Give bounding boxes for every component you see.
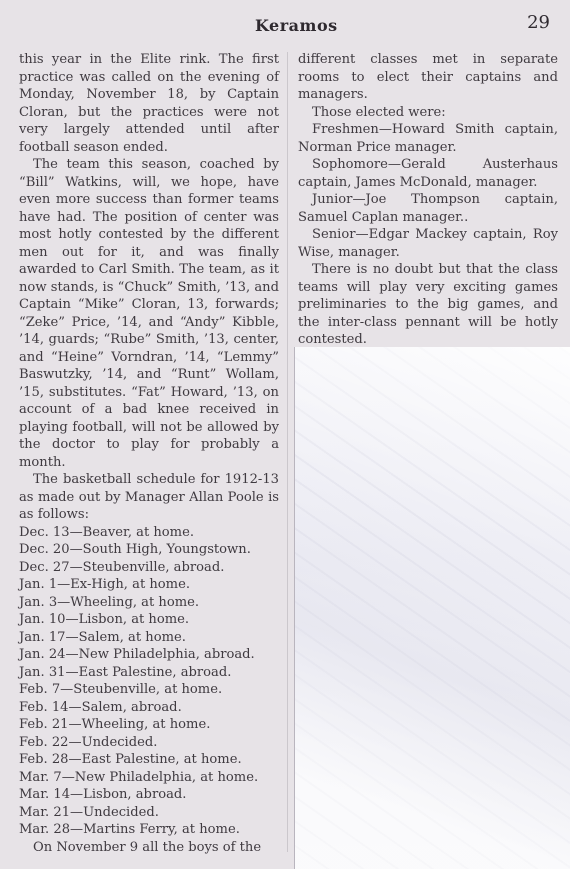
schedule-date: Jan. 3 — [19, 594, 58, 610]
schedule-date: Feb. 28 — [19, 752, 69, 767]
schedule-game: —South High, Youngstown. — [69, 542, 251, 557]
schedule-game: —Ex-High, at home. — [57, 577, 191, 592]
schedule-list — [19, 524, 279, 839]
schedule-item — [19, 751, 279, 769]
page-header — [0, 12, 570, 42]
blank-paper-patch — [294, 347, 570, 869]
schedule-date: Mar. 28 — [19, 822, 71, 837]
schedule-item — [19, 804, 279, 822]
schedule-item — [19, 629, 279, 647]
schedule-date: Dec. 13 — [19, 524, 70, 540]
schedule-game: —Beaver, at home. — [69, 524, 195, 540]
schedule-game: —New Philadelphia, abroad. — [65, 647, 255, 662]
schedule-date: Dec. 20 — [19, 542, 70, 557]
schedule-item — [19, 821, 279, 839]
schedule-date: Mar. 14 — [19, 787, 71, 802]
schedule-item — [19, 524, 279, 542]
paragraph-elected-intro: Those elected were: — [312, 104, 446, 120]
schedule-date: Jan. 17 — [19, 629, 66, 645]
paragraph-class-teams: There is no doubt but that the class teams will play very exciting games preliminaries to the big games, and the inter-class pennant will be hotly contested. — [298, 262, 558, 347]
schedule-game: —Wheeling, at home. — [68, 717, 211, 732]
schedule-date: Feb. 22 — [19, 734, 69, 750]
schedule-date: Jan. 10 — [19, 612, 66, 627]
schedule-game: —East Palestine, at home. — [68, 752, 242, 767]
schedule-game: —Lisbon, at home. — [65, 612, 190, 627]
senior-officers: Senior—Edgar Mackey captain, Roy Wise, manager. — [298, 227, 558, 260]
schedule-item — [19, 716, 279, 734]
schedule-item — [19, 559, 279, 577]
paragraph-schedule-intro: The basketball schedule for 1912-13 as made out by Manager Allan Poole is as follows: — [19, 472, 279, 522]
schedule-game: —Lisbon, abroad. — [70, 787, 187, 802]
schedule-item — [19, 734, 279, 752]
paragraph-team: The team this season, coached by “Bill” Watkins, will, we hope, have even more success than former teams have had. The position of center was most hotly contested by the different men out for it, and was finally awarded to Carl Smith. The team, as it now stands, is “Chuck” Smith, ’13, and Captain “Mike” Cloran, 13, forwards; “Zeke” Price, ’14, and “Andy” Kibble, ’14, guards; “Rube” Smith, ’13, center, and “Heine” Vorndran, ’14, “Lemmy” Baswutzky, ’14, and “Runt” Wollam, ’15, substitutes. “Fat” Howard, ’13, on account of a bad knee received in playing football, will not be allowed by the doctor to play for probably a month. — [19, 157, 279, 470]
junior-officers: Junior—Joe Thompson captain, Samuel Caplan manager.. — [298, 192, 558, 225]
schedule-game: —Steubenville, abroad. — [69, 559, 225, 575]
schedule-date: Feb. 21 — [19, 717, 69, 732]
schedule-item — [19, 541, 279, 559]
paragraph-elections: different classes met in separate rooms to elect their captains and managers. — [298, 52, 558, 102]
schedule-game: —Martins Ferry, at home. — [70, 822, 240, 837]
schedule-date: Jan. 1 — [19, 577, 58, 592]
paragraph-class-meeting: On November 9 all the boys of the — [33, 839, 262, 855]
schedule-date: Feb. 7 — [19, 682, 61, 697]
right-column — [298, 51, 558, 349]
schedule-game: —Steubenville, at home. — [60, 682, 223, 697]
left-column — [19, 51, 279, 856]
schedule-game: —Wheeling, at home. — [57, 594, 200, 610]
schedule-item — [19, 786, 279, 804]
paragraph-practice: this year in the Elite rink. The first practice was called on the evening of Monday, November 18, by Captain Cloran, but the practices were not very largely attended until after football season ended. — [19, 52, 279, 155]
schedule-game: —Undecided. — [70, 804, 159, 820]
schedule-item — [19, 681, 279, 699]
schedule-game: —Salem, at home. — [65, 629, 186, 645]
schedule-game: —East Palestine, abroad. — [65, 664, 232, 680]
schedule-date: Jan. 24 — [19, 647, 66, 662]
schedule-game: —Salem, abroad. — [68, 699, 182, 715]
column-divider — [287, 52, 288, 852]
page-number: 29 — [527, 12, 550, 33]
schedule-date: Dec. 27 — [19, 559, 70, 575]
sophomore-officers: Sophomore—Gerald Austerhaus captain, James McDonald, manager. — [298, 157, 558, 190]
schedule-item — [19, 699, 279, 717]
schedule-item — [19, 769, 279, 787]
schedule-date: Feb. 14 — [19, 699, 69, 715]
schedule-date: Jan. 31 — [19, 664, 66, 680]
running-title: Keramos — [255, 16, 338, 35]
schedule-item — [19, 611, 279, 629]
schedule-game: —Undecided. — [68, 734, 158, 750]
schedule-date: Mar. 21 — [19, 804, 71, 820]
schedule-date: Mar. 7 — [19, 769, 62, 785]
schedule-item — [19, 646, 279, 664]
schedule-item — [19, 576, 279, 594]
freshmen-officers: Freshmen—Howard Smith captain, Norman Price manager. — [298, 122, 558, 155]
schedule-item — [19, 664, 279, 682]
paper-fold-shading — [295, 347, 570, 869]
schedule-item — [19, 594, 279, 612]
schedule-game: —New Philadelphia, at home. — [61, 769, 259, 785]
